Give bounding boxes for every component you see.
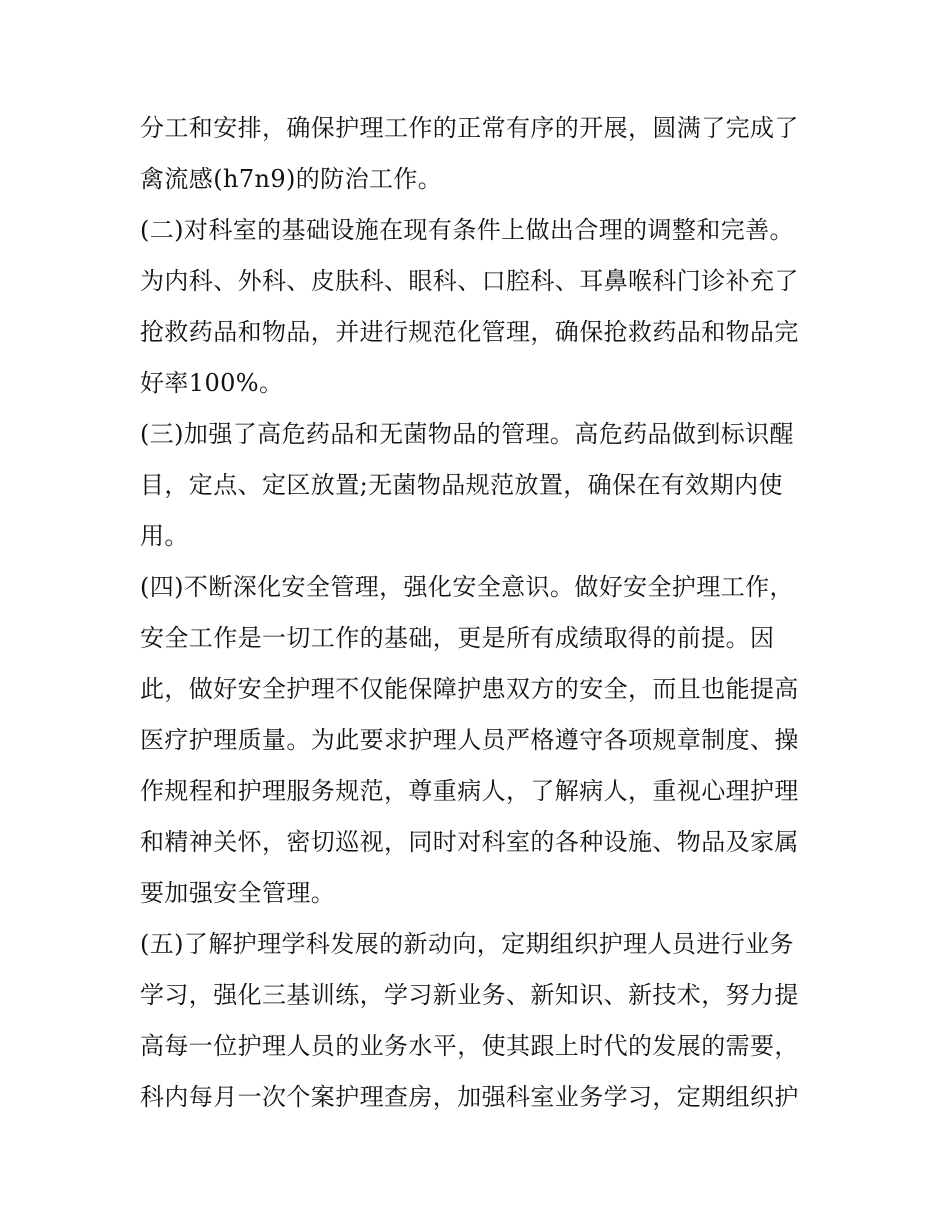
text-line: 抢救药品和物品，并进行规范化管理，确保抢救药品和物品完 [140, 318, 799, 346]
text-line: 安全工作是一切工作的基础，更是所有成绩取得的前提。因 [140, 624, 775, 652]
text-line: 分工和安排，确保护理工作的正常有序的开展，圆满了完成了 [140, 114, 799, 142]
text-line: (五)了解护理学科发展的新动向，定期组织护理人员进行业务 [140, 930, 794, 958]
text-line: 禽流感(h7n9)的防治工作。 [140, 165, 443, 193]
text-line: (二)对科室的基础设施在现有条件上做出合理的调整和完善。 [140, 216, 794, 244]
text-line: 和精神关怀，密切巡视，同时对科室的各种设施、物品及家属 [140, 828, 799, 856]
text-line: 目，定点、定区放置;无菌物品规范放置，确保在有效期内使 [140, 471, 783, 499]
document-body [140, 103, 820, 1123]
text-line: 医疗护理质量。为此要求护理人员严格遵守各项规章制度、操 [140, 726, 799, 754]
text-line: 作规程和护理服务规范，尊重病人，了解病人，重视心理护理 [140, 777, 799, 805]
text-line: 要加强安全管理。 [140, 879, 336, 907]
text-line: 学习，强化三基训练，学习新业务、新知识、新技术，努力提 [140, 981, 799, 1009]
text-line: (四)不断深化安全管理，强化安全意识。做好安全护理工作， [140, 573, 794, 601]
text-line: 为内科、外科、皮肤科、眼科、口腔科、耳鼻喉科门诊补充了 [140, 267, 799, 295]
text-line: 科内每月一次个案护理查房，加强科室业务学习，定期组织护 [140, 1083, 799, 1111]
text-line: (三)加强了高危药品和无菌物品的管理。高危药品做到标识醒 [140, 420, 794, 448]
text-line: 好率100%。 [140, 369, 284, 397]
text-line: 高每一位护理人员的业务水平，使其跟上时代的发展的需要， [140, 1032, 799, 1060]
text-line: 此，做好安全护理不仅能保障护患双方的安全，而且也能提高 [140, 675, 799, 703]
text-line: 用。 [140, 522, 189, 550]
